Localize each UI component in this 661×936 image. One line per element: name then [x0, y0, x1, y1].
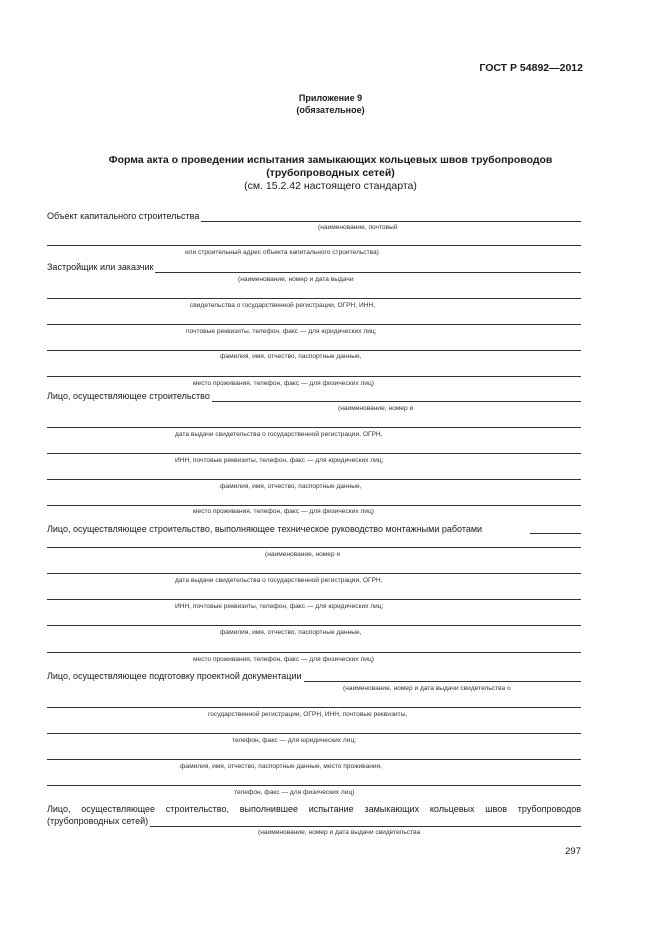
developer-line-3[interactable]: [47, 324, 581, 325]
builder-caption-2: дата выдачи свидетельства о государственной регистрации, ОГРН,: [175, 431, 383, 438]
supervisor-caption-3: ИНН, почтовые реквизиты, телефон, факс — для юридических лиц;: [175, 603, 384, 610]
standard-number: ГОСТ Р 54892—2012: [479, 62, 583, 74]
builder-line-5[interactable]: [47, 505, 581, 506]
designer-label: Лицо, осуществляющее подготовку проектной документации: [47, 671, 302, 681]
appendix-title: Приложение 9: [298, 93, 363, 103]
designer-line-2[interactable]: [47, 707, 581, 708]
builder-caption-5: место проживания, телефон, факс — для физических лиц): [193, 508, 374, 515]
tester-label-continued: (трубопроводных сетей): [47, 816, 149, 826]
supervisor-line-5[interactable]: [47, 625, 581, 626]
tester-caption: (наименование, номер и дата выдачи свидетельства: [258, 829, 421, 836]
supervisor-caption-5: место проживания, телефон, факс — для физических лиц): [193, 656, 374, 663]
developer-caption-5: место проживания, телефон, факс — для физических лиц): [193, 380, 374, 387]
builder-caption: (наименование, номер и: [338, 405, 414, 412]
page-number: 297: [565, 846, 581, 857]
builder-label: Лицо, осуществляющее строительство: [47, 391, 210, 401]
developer-caption-2: свидетельства о государственной регистрации, ОГРН, ИНН,: [190, 302, 376, 309]
appendix-status: (обязательное): [296, 105, 365, 115]
developer-caption-3: почтовые реквизиты, телефон, факс — для юридических лиц;: [186, 328, 377, 335]
supervisor-caption-4: фамилия, имя, отчество, паспортные данные,: [220, 629, 362, 636]
supervisor-caption: (наименование, номер и: [265, 551, 341, 558]
builder-caption-3: ИНН, почтовые реквизиты, телефон, факс — для юридических лиц;: [175, 457, 384, 464]
object-caption-2: или строительный адрес объекта капитального строительства): [185, 249, 379, 256]
builder-line-2[interactable]: [47, 427, 581, 428]
developer-label: Застройщик или заказчик: [47, 262, 154, 272]
designer-line-3[interactable]: [47, 733, 581, 734]
object-line-2[interactable]: [47, 245, 581, 246]
developer-line-2[interactable]: [47, 298, 581, 299]
designer-caption-5: телефон, факс — для физических лиц): [234, 789, 355, 796]
supervisor-line-6[interactable]: [47, 652, 581, 653]
object-label: Объект капитального строительства: [47, 211, 200, 221]
designer-caption-2: государственной регистрации, ОГРН, ИНН, почтовые реквизиты,: [208, 711, 408, 718]
supervisor-label: Лицо, осуществляющее строительство, выполняющее техническое руководство монтажными работами: [47, 524, 483, 534]
designer-line-5[interactable]: [47, 785, 581, 786]
form-reference: (см. 15.2.42 настоящего стандарта): [244, 180, 417, 192]
supervisor-line-2[interactable]: [47, 547, 581, 548]
developer-caption-4: фамилия, имя, отчество, паспортные данные,: [220, 353, 362, 360]
object-caption: (наименование, почтовый: [318, 224, 398, 231]
builder-line-4[interactable]: [47, 479, 581, 480]
developer-line-5[interactable]: [47, 376, 581, 377]
designer-caption: (наименование, номер и дата выдачи свидетельства о: [343, 685, 511, 692]
builder-caption-4: фамилия, имя, отчество, паспортные данные,: [220, 483, 362, 490]
supervisor-line-4[interactable]: [47, 599, 581, 600]
designer-line-4[interactable]: [47, 759, 581, 760]
designer-caption-3: телефон, факс — для юридических лиц;: [232, 737, 357, 744]
supervisor-caption-2: дата выдачи свидетельства о государственной регистрации, ОГРН,: [175, 577, 383, 584]
designer-caption-4: фамилия, имя, отчество, паспортные данные, место проживания,: [180, 763, 382, 770]
developer-line-4[interactable]: [47, 350, 581, 351]
form-title: Форма акта о проведении испытания замыкающих кольцевых швов трубопроводов: [108, 154, 553, 166]
supervisor-line-3[interactable]: [47, 573, 581, 574]
supervisor-line[interactable]: [530, 533, 581, 534]
developer-caption: (наименование, номер и дата выдачи: [238, 276, 354, 283]
tester-label: Лицо, осуществляющее строительство, выполнившее испытание замыкающих кольцевых швов трубопроводов: [47, 804, 581, 814]
builder-line-3[interactable]: [47, 453, 581, 454]
form-title-continued: (трубопроводных сетей): [266, 167, 395, 179]
